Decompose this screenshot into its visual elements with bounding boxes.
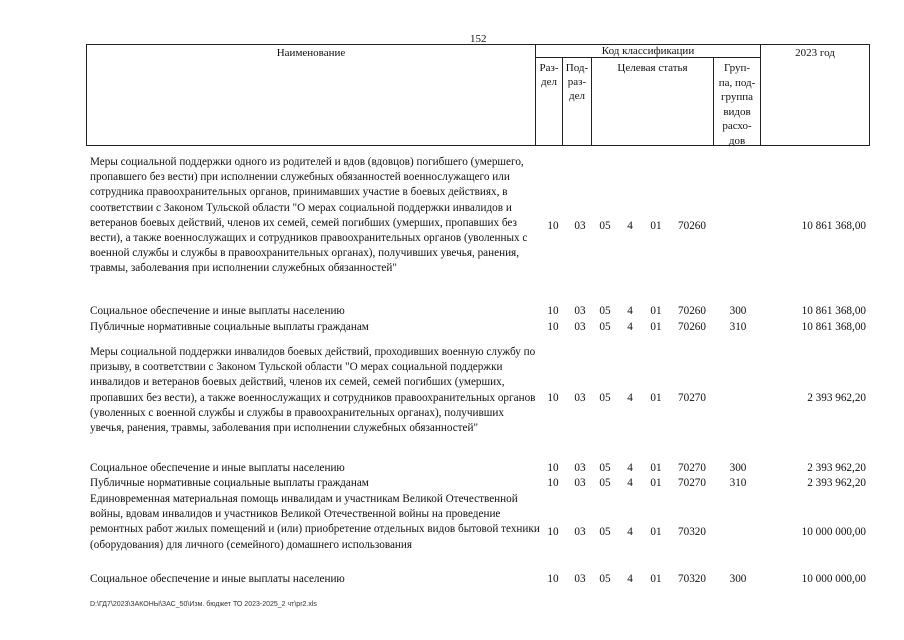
row-subsection: 03 [574, 573, 586, 585]
row-target-code: 70270 [678, 462, 706, 474]
row-target-code: 70320 [678, 573, 706, 585]
row-name: Социальное обеспечение и иные выплаты населению [90, 462, 345, 474]
row-subsection: 03 [574, 392, 586, 404]
row-target-code: 70270 [678, 477, 706, 489]
row-target-program: 05 [599, 573, 611, 585]
row-amount: 10 000 000,00 [801, 526, 866, 538]
row-amount: 10 861 368,00 [801, 305, 866, 317]
row-name: Единовременная материальная помощь инвалидам и участникам Великой Отечественной войны, вдовам инвалидов и участников Великой Отечественной войны на проведение ремонтных работ жилых помещений и (или) приобретение отдельных видов бытовой техники (оборудования) для личного (семейного) домашнего использования [90, 493, 540, 551]
row-subsection: 03 [574, 477, 586, 489]
row-section: 10 [547, 305, 559, 317]
row-name: Меры социальной поддержки инвалидов боевых действий, проходивших военную службу по призыву, в соответствии с Законом Тульской области "О мерах социальной поддержки инвалидов и ветеранов боевых действий, членов их семей, семей погибших (умерших, пропавших без вести), а также военнослужащих и сотрудников правоохранительных органов (уволенных с военной службы и службы в правоохранительных органах), получивших увечья, ранения, травмы, заболевания при исполнении служебных обязанностей" [90, 346, 536, 435]
row-target-type: 4 [627, 321, 633, 333]
row-amount: 10 861 368,00 [801, 220, 866, 232]
row-target-code: 70260 [678, 220, 706, 232]
row-target-type: 4 [627, 220, 633, 232]
row-target-sub: 01 [650, 573, 662, 585]
row-amount: 2 393 962,20 [807, 462, 866, 474]
row-target-program: 05 [599, 220, 611, 232]
row-name: Публичные нормативные социальные выплаты гражданам [90, 321, 369, 333]
row-target-type: 4 [627, 477, 633, 489]
row-target-program: 05 [599, 526, 611, 538]
row-target-code: 70260 [678, 305, 706, 317]
row-subsection: 03 [574, 305, 586, 317]
row-target-sub: 01 [650, 220, 662, 232]
header-subsection: Под- раз- дел [565, 62, 589, 102]
row-subsection: 03 [574, 321, 586, 333]
header-group: Груп- па, под- группа видов расхо- дов [718, 62, 756, 147]
row-target-program: 05 [599, 305, 611, 317]
row-name: Социальное обеспечение и иные выплаты населению [90, 305, 345, 317]
row-subsection: 03 [574, 220, 586, 232]
row-target-program: 05 [599, 321, 611, 333]
row-group: 300 [729, 305, 747, 317]
row-amount: 10 861 368,00 [801, 321, 866, 333]
row-section: 10 [547, 477, 559, 489]
row-target-sub: 01 [650, 392, 662, 404]
file-path-footer: D:\ГД7\2023\ЗАКОНЫ\ЗАС_50\Изм. бюджет ТО 2023-2025_2 чт\pr2.xls [90, 601, 317, 608]
row-amount: 2 393 962,20 [807, 392, 866, 404]
page-number: 152 [470, 33, 487, 45]
table-header [86, 44, 870, 146]
row-name: Социальное обеспечение и иные выплаты населению [90, 573, 345, 585]
row-target-type: 4 [627, 392, 633, 404]
header-target: Целевая статья [617, 62, 688, 74]
row-amount: 2 393 962,20 [807, 477, 866, 489]
header-year: 2023 год [795, 47, 835, 59]
row-name: Публичные нормативные социальные выплаты гражданам [90, 477, 369, 489]
row-section: 10 [547, 462, 559, 474]
row-target-code: 70320 [678, 526, 706, 538]
row-target-sub: 01 [650, 526, 662, 538]
row-target-type: 4 [627, 462, 633, 474]
header-name: Наименование [276, 47, 346, 59]
row-name: Меры социальной поддержки одного из родителей и вдов (вдовцов) погибшего (умершего, пропавшего без вести) при исполнении служебных обязанностей военнослужащего или сотрудника правоохранительных органов, принимавших участие в боевых действиях, в соответствии с Законом Тульской области "О мерах социальной поддержки инвалидов и ветеранов боевых действий, членов их семей, семей погибших (умерших, пропавших без вести), а также военнослужащих и сотрудников правоохранительных органов (уволенных с военной службы и службы в правоохранительных органах), получивших увечья, ранения, травмы, заболевания при исполнении служебных обязанностей" [90, 156, 528, 275]
row-target-program: 05 [599, 462, 611, 474]
row-section: 10 [547, 526, 559, 538]
row-target-type: 4 [627, 573, 633, 585]
row-target-sub: 01 [650, 305, 662, 317]
row-target-code: 70260 [678, 321, 706, 333]
row-target-sub: 01 [650, 321, 662, 333]
row-section: 10 [547, 321, 559, 333]
row-section: 10 [547, 392, 559, 404]
row-section: 10 [547, 573, 559, 585]
header-section: Раз- дел [539, 62, 559, 88]
header-code: Код классификации [601, 45, 695, 57]
row-amount: 10 000 000,00 [801, 573, 866, 585]
row-target-type: 4 [627, 526, 633, 538]
row-target-sub: 01 [650, 477, 662, 489]
row-group: 300 [729, 573, 747, 585]
row-subsection: 03 [574, 526, 586, 538]
row-target-code: 70270 [678, 392, 706, 404]
row-group: 310 [729, 321, 747, 333]
row-section: 10 [547, 220, 559, 232]
row-group: 310 [729, 477, 747, 489]
row-group: 300 [729, 462, 747, 474]
row-subsection: 03 [574, 462, 586, 474]
row-target-program: 05 [599, 477, 611, 489]
row-target-program: 05 [599, 392, 611, 404]
row-target-sub: 01 [650, 462, 662, 474]
row-target-type: 4 [627, 305, 633, 317]
